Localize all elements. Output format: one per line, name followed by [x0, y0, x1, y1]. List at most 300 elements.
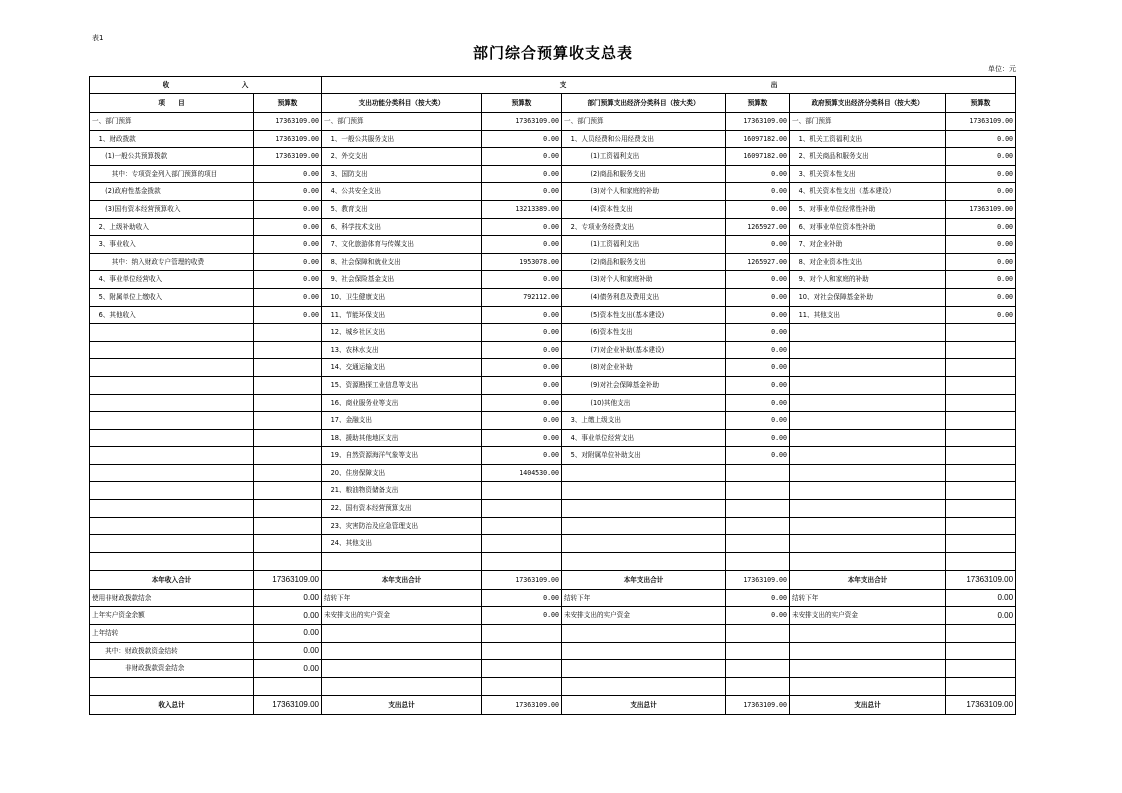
item-cell — [790, 660, 946, 678]
amount-cell — [946, 412, 1016, 430]
item-cell: 其中：财政拨款资金结转 — [90, 642, 254, 660]
amount-cell: 0.00 — [726, 394, 790, 412]
amount-cell — [726, 482, 790, 500]
amount-cell: 0.00 — [946, 306, 1016, 324]
item-cell: 8、对企业资本性支出 — [790, 253, 946, 271]
table-row — [90, 288, 1016, 306]
item-cell — [90, 464, 254, 482]
item-cell: (3)国有资本经营预算收入 — [90, 200, 254, 218]
item-cell: 5、对事业单位经常性补助 — [790, 200, 946, 218]
item-cell: 1、财政拨款 — [90, 130, 254, 148]
item-cell: 17、金融支出 — [322, 412, 482, 430]
carry-row — [90, 607, 1016, 625]
item-cell — [790, 642, 946, 660]
amount-cell — [946, 376, 1016, 394]
amount-cell: 1404530.00 — [482, 464, 562, 482]
item-cell: 9、对个人和家庭的补助 — [790, 271, 946, 289]
amount-cell — [726, 535, 790, 553]
amount-cell: 0.00 — [254, 607, 322, 625]
item-cell — [562, 625, 726, 643]
item-cell — [562, 517, 726, 535]
amount-cell — [726, 642, 790, 660]
table-row — [90, 200, 1016, 218]
amount-cell — [946, 660, 1016, 678]
amount-cell: 13213389.00 — [482, 200, 562, 218]
amount-cell: 17363109.00 — [946, 200, 1016, 218]
item-cell — [562, 642, 726, 660]
amount-cell: 0.00 — [482, 359, 562, 377]
header-columns-row — [90, 94, 1016, 113]
amount-cell — [946, 535, 1016, 553]
sheet-tag: 表1 — [92, 34, 104, 42]
item-cell: 2、外交支出 — [322, 148, 482, 166]
amount-cell — [946, 677, 1016, 695]
item-cell — [562, 660, 726, 678]
amount-cell: 0.00 — [254, 625, 322, 643]
table-row — [90, 236, 1016, 254]
amount-cell: 17363109.00 — [946, 695, 1016, 714]
amount-cell: 0.00 — [482, 607, 562, 625]
amount-cell: 0.00 — [726, 271, 790, 289]
table-row — [90, 464, 1016, 482]
amount-cell — [254, 429, 322, 447]
item-cell: (3)对个人和家庭补助 — [562, 271, 726, 289]
amount-cell: 17363109.00 — [254, 130, 322, 148]
amount-cell: 17363109.00 — [726, 113, 790, 131]
item-cell: 15、资源勘探工业信息等支出 — [322, 376, 482, 394]
amount-cell — [946, 552, 1016, 570]
item-cell: 11、节能环保支出 — [322, 306, 482, 324]
amount-cell — [726, 625, 790, 643]
amount-cell: 0.00 — [726, 236, 790, 254]
amount-cell — [726, 660, 790, 678]
amount-cell: 0.00 — [482, 306, 562, 324]
item-cell: 12、城乡社区支出 — [322, 324, 482, 342]
amount-cell — [254, 376, 322, 394]
amount-cell — [482, 660, 562, 678]
col-header: 政府预算支出经济分类科目（按大类） — [790, 94, 946, 113]
item-cell: 1、一般公共服务支出 — [322, 130, 482, 148]
amount-cell: 0.00 — [726, 359, 790, 377]
item-cell: 4、事业单位经营收入 — [90, 271, 254, 289]
amount-cell: 0.00 — [946, 253, 1016, 271]
amount-cell — [254, 324, 322, 342]
item-cell: 23、灾害防治及应急管理支出 — [322, 517, 482, 535]
item-cell — [322, 677, 482, 695]
item-cell — [90, 482, 254, 500]
amount-cell: 0.00 — [946, 165, 1016, 183]
item-cell: (6)资本性支出 — [562, 324, 726, 342]
item-cell — [562, 535, 726, 553]
item-cell: 3、国防支出 — [322, 165, 482, 183]
item-cell: 9、社会保险基金支出 — [322, 271, 482, 289]
item-cell — [790, 412, 946, 430]
amount-cell: 0.00 — [726, 447, 790, 465]
item-cell: 4、机关资本性支出（基本建设） — [790, 183, 946, 201]
item-cell — [322, 625, 482, 643]
page-title: 部门综合预算收支总表 — [472, 44, 633, 62]
amount-cell: 0.00 — [482, 376, 562, 394]
item-cell: 10、对社会保障基金补助 — [790, 288, 946, 306]
item-cell — [322, 660, 482, 678]
item-cell — [790, 535, 946, 553]
item-cell: 一、部门预算 — [790, 113, 946, 131]
table-row — [90, 183, 1016, 201]
item-cell: (10)其他支出 — [562, 394, 726, 412]
amount-cell: 0.00 — [726, 288, 790, 306]
item-cell: 收入总计 — [90, 695, 254, 714]
table-row — [90, 324, 1016, 342]
item-cell: (3)对个人和家庭的补助 — [562, 183, 726, 201]
amount-cell — [946, 394, 1016, 412]
amount-cell — [254, 552, 322, 570]
item-cell: 3、上缴上级支出 — [562, 412, 726, 430]
amount-cell — [946, 429, 1016, 447]
col-header: 支出功能分类科目（按大类） — [322, 94, 482, 113]
amount-cell: 0.00 — [946, 589, 1016, 607]
table-row — [90, 341, 1016, 359]
item-cell: (1)工资福利支出 — [562, 148, 726, 166]
amount-cell: 0.00 — [254, 165, 322, 183]
item-cell: 22、国有资本经营预算支出 — [322, 500, 482, 518]
item-cell — [790, 464, 946, 482]
item-cell: 5、附属单位上缴收入 — [90, 288, 254, 306]
amount-cell: 17363109.00 — [254, 570, 322, 589]
item-cell — [90, 376, 254, 394]
amount-cell: 16097182.00 — [726, 148, 790, 166]
item-cell — [322, 552, 482, 570]
amount-cell — [946, 642, 1016, 660]
amount-cell: 0.00 — [254, 306, 322, 324]
item-cell: 上年结转 — [90, 625, 254, 643]
item-cell: 一、部门预算 — [90, 113, 254, 131]
amount-cell: 1953078.00 — [482, 253, 562, 271]
amount-cell: 17363109.00 — [254, 695, 322, 714]
item-cell — [790, 677, 946, 695]
amount-cell: 0.00 — [482, 324, 562, 342]
item-cell: 使用非财政拨款结余 — [90, 589, 254, 607]
item-cell: 13、农林水支出 — [322, 341, 482, 359]
item-cell: 18、援助其他地区支出 — [322, 429, 482, 447]
item-cell — [790, 324, 946, 342]
item-cell — [90, 552, 254, 570]
col-header: 预算数 — [946, 94, 1016, 113]
col-header: 预算数 — [726, 94, 790, 113]
table-row — [90, 218, 1016, 236]
amount-cell: 16097182.00 — [726, 130, 790, 148]
amount-cell — [482, 677, 562, 695]
amount-cell — [946, 500, 1016, 518]
amount-cell — [482, 535, 562, 553]
amount-cell: 0.00 — [726, 200, 790, 218]
col-header: 预算数 — [482, 94, 562, 113]
table-row — [90, 500, 1016, 518]
item-cell: 4、公共安全支出 — [322, 183, 482, 201]
item-cell — [322, 642, 482, 660]
item-cell: 20、住房保障支出 — [322, 464, 482, 482]
amount-cell — [726, 517, 790, 535]
item-cell — [562, 464, 726, 482]
item-cell: (1)一般公共预算拨款 — [90, 148, 254, 166]
spacer-row — [90, 552, 1016, 570]
amount-cell: 0.00 — [482, 148, 562, 166]
amount-cell: 0.00 — [946, 236, 1016, 254]
item-cell: (2)商品和服务支出 — [562, 165, 726, 183]
item-cell: 6、科学技术支出 — [322, 218, 482, 236]
item-cell — [562, 500, 726, 518]
item-cell: (9)对社会保障基金补助 — [562, 376, 726, 394]
item-cell — [90, 359, 254, 377]
item-cell — [562, 482, 726, 500]
item-cell — [790, 341, 946, 359]
table-row — [90, 412, 1016, 430]
item-cell — [90, 429, 254, 447]
amount-cell: 0.00 — [254, 218, 322, 236]
amount-cell: 1265927.00 — [726, 218, 790, 236]
item-cell: 结转下年 — [562, 589, 726, 607]
amount-cell: 17363109.00 — [946, 570, 1016, 589]
amount-cell — [254, 412, 322, 430]
item-cell: 6、其他收入 — [90, 306, 254, 324]
table-row — [90, 148, 1016, 166]
item-cell — [90, 341, 254, 359]
item-cell: (4)债务利息及费用支出 — [562, 288, 726, 306]
item-cell: 2、机关商品和服务支出 — [790, 148, 946, 166]
amount-cell: 0.00 — [482, 447, 562, 465]
item-cell — [790, 429, 946, 447]
amount-cell — [946, 625, 1016, 643]
table-row — [90, 253, 1016, 271]
col-header: 部门预算支出经济分类科目（按大类） — [562, 94, 726, 113]
amount-cell: 17363109.00 — [482, 570, 562, 589]
item-cell: 一、部门预算 — [322, 113, 482, 131]
income-header: 收 入 — [90, 77, 322, 94]
amount-cell: 17363109.00 — [482, 695, 562, 714]
table-row — [90, 306, 1016, 324]
amount-cell: 0.00 — [726, 429, 790, 447]
item-cell — [90, 517, 254, 535]
table-row — [90, 271, 1016, 289]
item-cell: 21、粮油物资储备支出 — [322, 482, 482, 500]
amount-cell — [726, 464, 790, 482]
item-cell: 本年支出合计 — [790, 570, 946, 589]
amount-cell: 0.00 — [254, 642, 322, 660]
item-cell — [790, 517, 946, 535]
amount-cell: 0.00 — [946, 183, 1016, 201]
amount-cell — [946, 341, 1016, 359]
table-row — [90, 113, 1016, 131]
amount-cell — [946, 324, 1016, 342]
item-cell: 支出总计 — [562, 695, 726, 714]
item-cell — [790, 625, 946, 643]
amount-cell: 0.00 — [946, 271, 1016, 289]
amount-cell: 0.00 — [482, 236, 562, 254]
item-cell: 6、对事业单位资本性补助 — [790, 218, 946, 236]
item-cell: (5)资本性支出(基本建设) — [562, 306, 726, 324]
item-cell — [562, 677, 726, 695]
item-cell: 本年支出合计 — [562, 570, 726, 589]
item-cell: 2、上级补助收入 — [90, 218, 254, 236]
carry-row — [90, 642, 1016, 660]
item-cell — [90, 324, 254, 342]
table-row — [90, 482, 1016, 500]
item-cell: 上年实户资金余额 — [90, 607, 254, 625]
carry-row — [90, 589, 1016, 607]
item-cell: 7、对企业补助 — [790, 236, 946, 254]
table-row — [90, 359, 1016, 377]
amount-cell — [482, 625, 562, 643]
unit-label: 单位：元 — [988, 65, 1016, 73]
item-cell: 支出总计 — [790, 695, 946, 714]
amount-cell: 0.00 — [482, 183, 562, 201]
amount-cell — [726, 500, 790, 518]
col-header: 预算数 — [254, 94, 322, 113]
item-cell: 结转下年 — [790, 589, 946, 607]
item-cell: 未安排支出的实户资金 — [562, 607, 726, 625]
amount-cell — [726, 677, 790, 695]
amount-cell — [946, 464, 1016, 482]
item-cell — [790, 552, 946, 570]
item-cell: 1、机关工资福利支出 — [790, 130, 946, 148]
amount-cell: 0.00 — [946, 288, 1016, 306]
amount-cell: 0.00 — [726, 341, 790, 359]
table-row — [90, 429, 1016, 447]
amount-cell: 0.00 — [726, 165, 790, 183]
amount-cell — [254, 359, 322, 377]
amount-cell: 0.00 — [946, 607, 1016, 625]
amount-cell: 17363109.00 — [482, 113, 562, 131]
amount-cell — [946, 447, 1016, 465]
item-cell — [790, 447, 946, 465]
item-cell: 其中：纳入财政专户管理的收费 — [90, 253, 254, 271]
amount-cell: 0.00 — [726, 589, 790, 607]
year-total-row — [90, 570, 1016, 589]
amount-cell — [254, 482, 322, 500]
item-cell: (7)对企业补助(基本建设) — [562, 341, 726, 359]
item-cell: 19、自然资源海洋气象等支出 — [322, 447, 482, 465]
amount-cell — [482, 500, 562, 518]
amount-cell: 1265927.00 — [726, 253, 790, 271]
item-cell: (2)政府性基金拨款 — [90, 183, 254, 201]
amount-cell: 0.00 — [726, 607, 790, 625]
item-cell — [562, 552, 726, 570]
amount-cell: 0.00 — [482, 218, 562, 236]
item-cell: (4)资本性支出 — [562, 200, 726, 218]
item-cell — [790, 376, 946, 394]
amount-cell: 0.00 — [482, 589, 562, 607]
amount-cell: 0.00 — [254, 183, 322, 201]
amount-cell — [254, 464, 322, 482]
item-cell: 本年支出合计 — [322, 570, 482, 589]
table-row — [90, 165, 1016, 183]
table-row — [90, 535, 1016, 553]
amount-cell — [946, 359, 1016, 377]
amount-cell: 0.00 — [482, 130, 562, 148]
carry-row — [90, 660, 1016, 678]
item-cell: (8)对企业补助 — [562, 359, 726, 377]
amount-cell: 0.00 — [482, 341, 562, 359]
item-cell: 5、教育支出 — [322, 200, 482, 218]
amount-cell: 0.00 — [482, 394, 562, 412]
amount-cell — [482, 642, 562, 660]
item-cell: 14、交通运输支出 — [322, 359, 482, 377]
grand-total-row — [90, 695, 1016, 714]
item-cell: 11、其他支出 — [790, 306, 946, 324]
item-cell: 16、商业服务业等支出 — [322, 394, 482, 412]
item-cell: (2)商品和服务支出 — [562, 253, 726, 271]
expense-header: 支 出 — [322, 77, 1016, 94]
header-group-row — [90, 77, 1016, 94]
amount-cell: 0.00 — [726, 183, 790, 201]
item-cell — [90, 677, 254, 695]
item-cell — [90, 500, 254, 518]
amount-cell — [726, 552, 790, 570]
item-cell: 24、其他支出 — [322, 535, 482, 553]
amount-cell: 0.00 — [254, 288, 322, 306]
amount-cell: 0.00 — [946, 130, 1016, 148]
amount-cell: 0.00 — [726, 376, 790, 394]
amount-cell: 17363109.00 — [254, 113, 322, 131]
col-header: 项 目 — [90, 94, 254, 113]
item-cell: 3、事业收入 — [90, 236, 254, 254]
item-cell — [90, 394, 254, 412]
amount-cell: 17363109.00 — [726, 695, 790, 714]
amount-cell — [254, 500, 322, 518]
amount-cell: 0.00 — [254, 236, 322, 254]
amount-cell — [254, 341, 322, 359]
item-cell: 非财政拨款资金结余 — [90, 660, 254, 678]
item-cell: 一、部门预算 — [562, 113, 726, 131]
item-cell: (1)工资福利支出 — [562, 236, 726, 254]
amount-cell — [482, 552, 562, 570]
item-cell: 7、文化旅游体育与传媒支出 — [322, 236, 482, 254]
item-cell: 本年收入合计 — [90, 570, 254, 589]
amount-cell: 0.00 — [946, 218, 1016, 236]
item-cell: 支出总计 — [322, 695, 482, 714]
table-row — [90, 130, 1016, 148]
amount-cell: 0.00 — [254, 271, 322, 289]
amount-cell: 17363109.00 — [726, 570, 790, 589]
amount-cell — [482, 517, 562, 535]
amount-cell: 0.00 — [726, 412, 790, 430]
amount-cell: 0.00 — [254, 660, 322, 678]
amount-cell: 0.00 — [254, 200, 322, 218]
amount-cell: 17363109.00 — [254, 148, 322, 166]
amount-cell — [254, 517, 322, 535]
amount-cell — [946, 482, 1016, 500]
amount-cell: 0.00 — [254, 253, 322, 271]
amount-cell — [946, 517, 1016, 535]
amount-cell — [482, 482, 562, 500]
carry-row — [90, 625, 1016, 643]
amount-cell: 17363109.00 — [946, 113, 1016, 131]
item-cell: 结转下年 — [322, 589, 482, 607]
item-cell — [790, 482, 946, 500]
item-cell: 5、对附属单位补助支出 — [562, 447, 726, 465]
table-row — [90, 376, 1016, 394]
amount-cell — [254, 535, 322, 553]
table-row — [90, 447, 1016, 465]
amount-cell: 792112.00 — [482, 288, 562, 306]
item-cell — [790, 500, 946, 518]
item-cell — [90, 447, 254, 465]
item-cell: 未安排支出的实户资金 — [322, 607, 482, 625]
amount-cell: 0.00 — [946, 148, 1016, 166]
amount-cell: 0.00 — [482, 412, 562, 430]
amount-cell — [254, 447, 322, 465]
amount-cell: 0.00 — [726, 306, 790, 324]
item-cell: 其中：专项资金列入部门预算的项目 — [90, 165, 254, 183]
